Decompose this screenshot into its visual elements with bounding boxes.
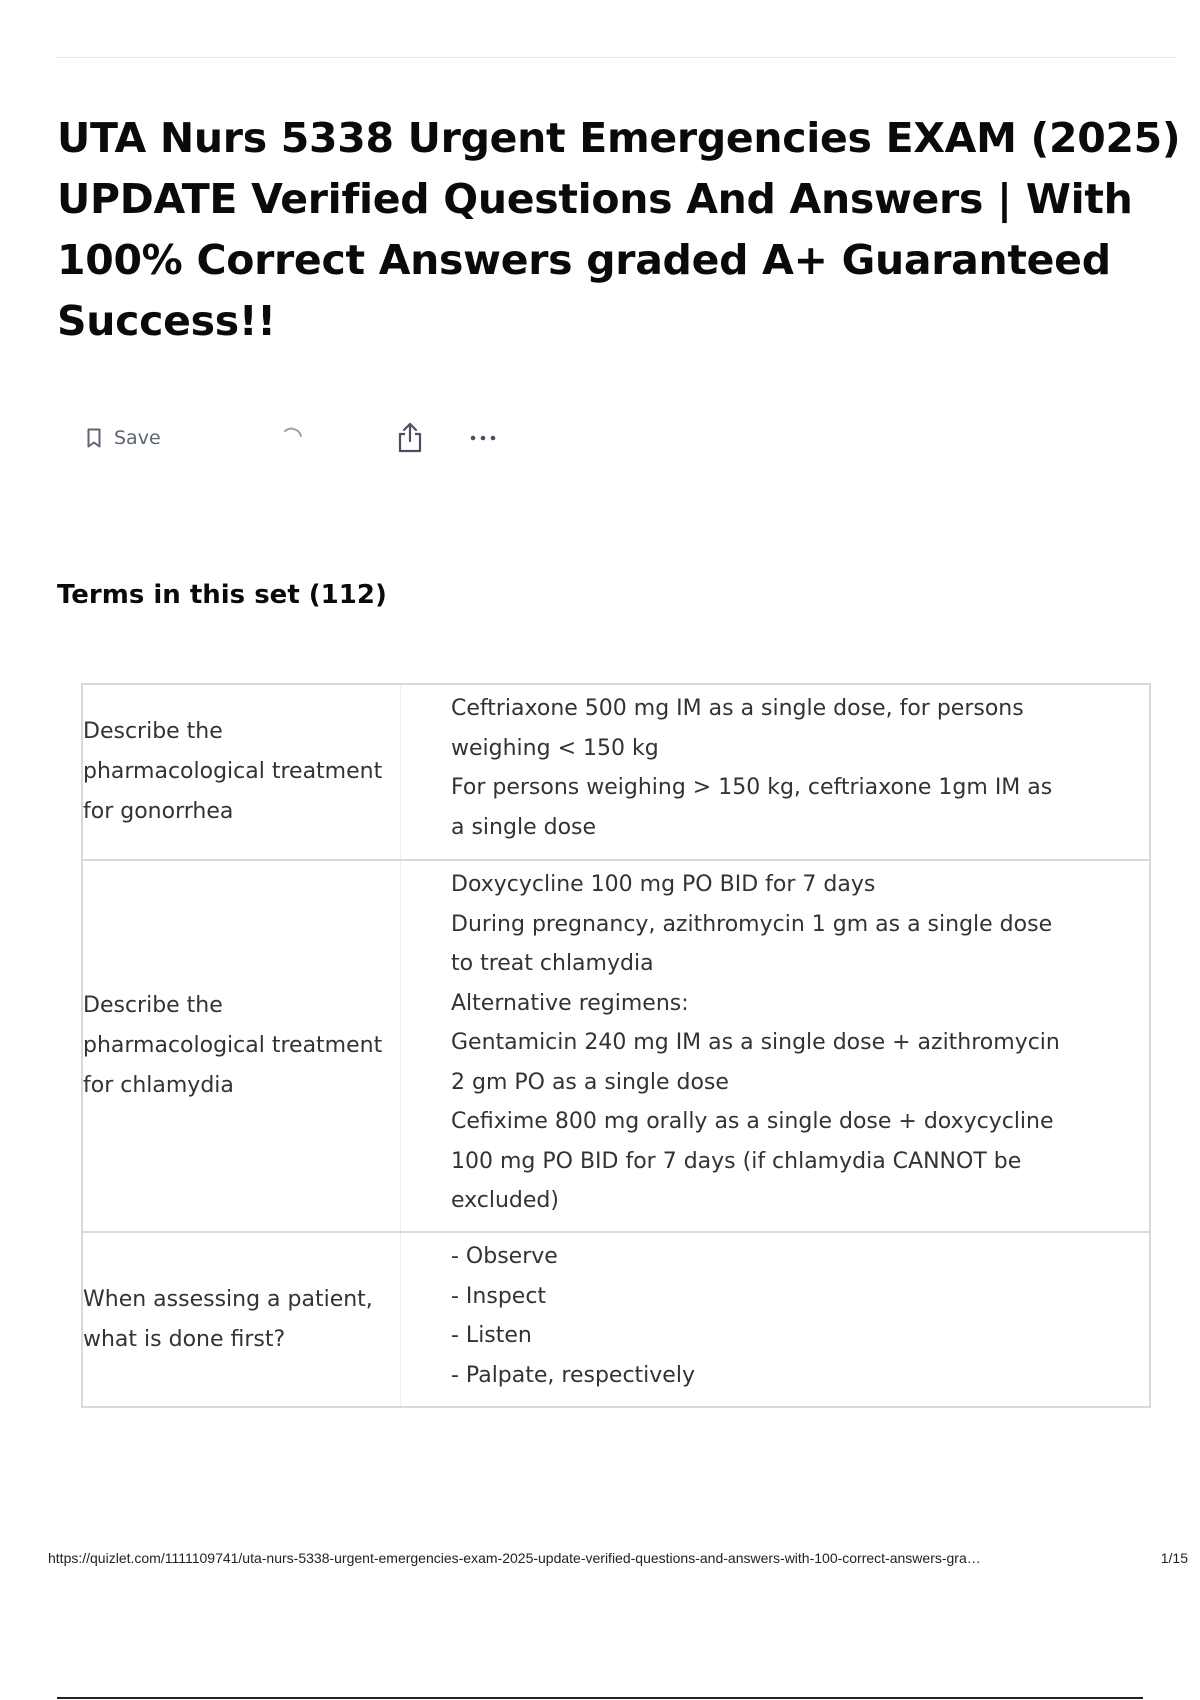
- definition-line: - Observe: [451, 1244, 558, 1269]
- definition-line: During pregnancy, azithromycin 1 gm as a single dose: [451, 911, 1053, 937]
- toolbar: [86, 420, 546, 456]
- definition-text: [401, 1233, 1149, 1406]
- definition-text: [401, 861, 1149, 1231]
- definition-line: Alternative regimens:: [451, 990, 689, 1016]
- more-options-button[interactable]: [468, 424, 498, 457]
- definition-line: Gentamicin 240 mg IM as a single dose + azithromycin: [451, 1030, 1060, 1055]
- more-icon: [468, 424, 498, 452]
- definition-line: - Palpate, respectively: [451, 1362, 695, 1388]
- term-row: [83, 859, 1149, 1231]
- definition-line: weighing < 150 kg: [451, 735, 659, 761]
- definition-line: Doxycycline 100 mg PO BID for 7 days: [451, 872, 876, 897]
- save-button-label: Save: [114, 427, 161, 449]
- share-icon: [396, 422, 424, 454]
- term-text: Describe the pharmacological treatment for chlamydia: [83, 861, 401, 1231]
- page-number: 1/15: [1160, 1550, 1188, 1566]
- definition-line: Ceftriaxone 500 mg IM as a single dose, for persons: [451, 696, 1024, 721]
- bookmark-icon: [86, 428, 102, 448]
- terms-table: [81, 683, 1151, 1408]
- share-button[interactable]: [396, 422, 424, 459]
- save-button[interactable]: [86, 420, 161, 456]
- term-text: Describe the pharmacological treatment for gonorrhea: [83, 685, 401, 859]
- definition-line: to treat chlamydia: [451, 951, 654, 976]
- definition-line: For persons weighing > 150 kg, ceftriaxone 1gm IM as: [451, 775, 1053, 800]
- definition-line: 2 gm PO as a single dose: [451, 1069, 729, 1095]
- print-url: https://quizlet.com/1111109741/uta-nurs-5338-urgent-emergencies-exam-2025-update-verified-questions-and-answers-with-100-correct-answers-gra…: [48, 1550, 981, 1566]
- definition-line: 100 mg PO BID for 7 days (if chlamydia CANNOT be: [451, 1148, 1022, 1174]
- term-row: [83, 1231, 1149, 1406]
- header-divider: [57, 57, 1177, 58]
- spinner-icon: [279, 425, 305, 451]
- term-row: [83, 685, 1149, 859]
- definition-text: [401, 685, 1149, 859]
- definition-line: Cefixime 800 mg orally as a single dose + doxycycline: [451, 1109, 1054, 1134]
- definition-line: - Listen: [451, 1323, 532, 1348]
- term-text: When assessing a patient, what is done first?: [83, 1233, 401, 1406]
- definition-line: a single dose: [451, 814, 597, 840]
- page-title: UTA Nurs 5338 Urgent Emergencies EXAM (2025) UPDATE Verified Questions And Answers | With 100% Correct Answers graded A+ Guaranteed Success!!: [57, 114, 1181, 345]
- definition-line: - Inspect: [451, 1283, 547, 1309]
- definition-line: excluded): [451, 1188, 559, 1213]
- page-bottom-divider: [57, 1697, 1143, 1699]
- terms-heading: Terms in this set (112): [57, 580, 387, 610]
